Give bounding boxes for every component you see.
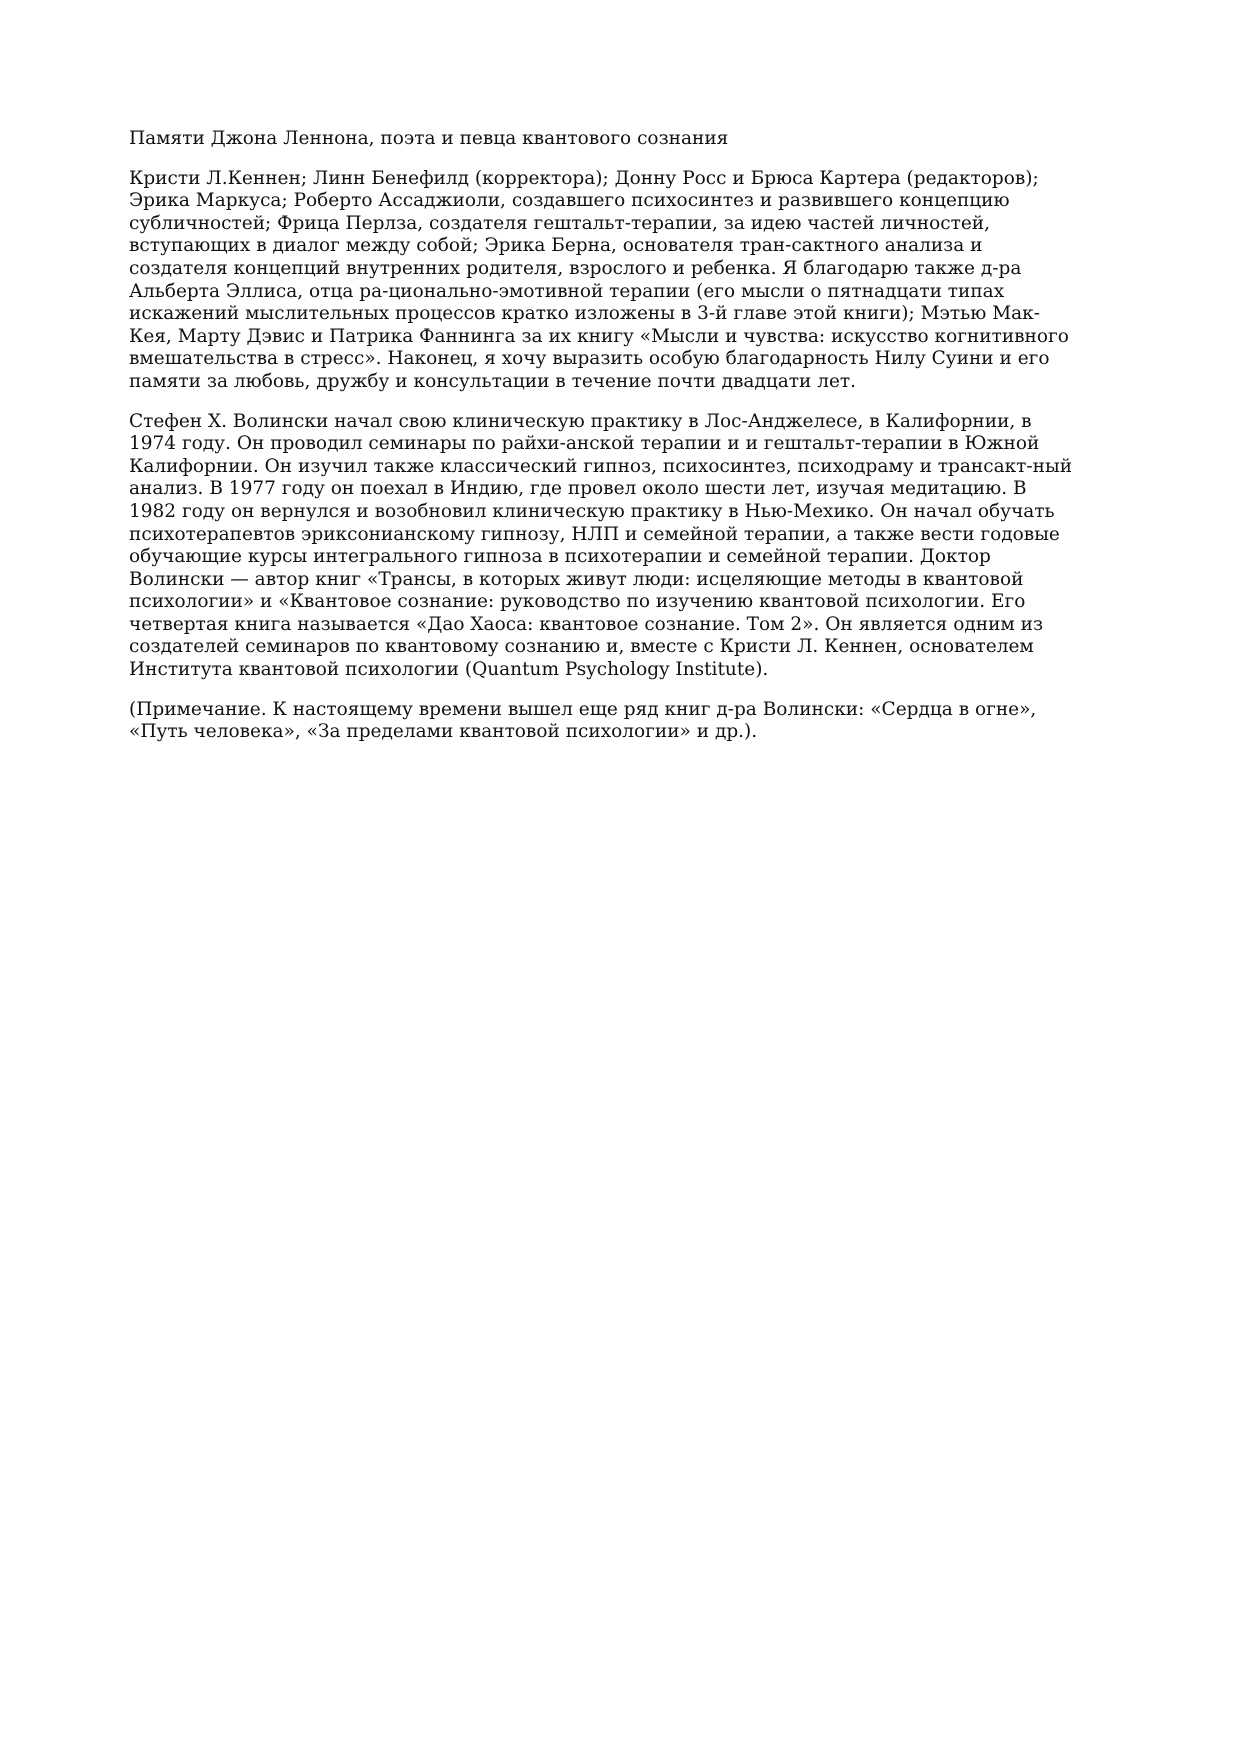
biography-line: Института квантовой психологии (Quantum Psychology Institute). xyxy=(129,659,769,681)
note-paragraph xyxy=(129,699,1119,744)
acknowledgements-line: субличностей; Фрица Перлза, создателя гештальт-терапии, за идею частей личностей, xyxy=(129,212,990,234)
acknowledgements-line: создателя концепций внутренних родителя, взрослого и ребенка. Я благодарю также д-ра xyxy=(129,257,1022,279)
biography-line: Стефен Х. Волински начал свою клиническую практику в Лос-Анджелесе, в Калифорнии, в xyxy=(129,410,1032,432)
biography-line: анализ. В 1977 году он поехал в Индию, где провел около шести лет, изучая медитацию. В xyxy=(129,478,1027,500)
acknowledgements-line: вступающих в диалог между собой; Эрика Берна, основателя тран-сактного анализа и xyxy=(129,235,983,257)
acknowledgements-paragraph xyxy=(129,168,1119,394)
dedication-line: Памяти Джона Леннона, поэта и певца квантового сознания xyxy=(129,128,729,149)
biography-line: психотерапевтов эриксонианскому гипнозу, НЛП и семейной терапии, а также вести годовые xyxy=(129,523,1060,545)
biography-line: психологии» и «Квантовое сознание: руководство по изучению квантовой психологии. Его xyxy=(129,591,1026,613)
biography-line: 1974 году. Он проводил семинары по райхи-анской терапии и и гештальт-терапии в Южной xyxy=(129,433,1040,455)
biography-line: Волински — автор книг «Трансы, в которых живут люди: исцеляющие методы в квантовой xyxy=(129,568,1024,590)
acknowledgements-line: Кея, Марту Дэвис и Патрика Фаннинга за их книгу «Мысли и чувства: искусство когнитивного xyxy=(129,325,1069,347)
biography-line: создателей семинаров по квантовому сознанию и, вместе с Кристи Л. Кеннен, основателем xyxy=(129,636,1034,658)
note-line: (Примечание. К настоящему времени вышел еще ряд книг д-ра Волински: «Сердца в огне», xyxy=(129,698,1037,720)
acknowledgements-line: вмешательства в стресс». Наконец, я хочу выразить особую благодарность Нилу Суини и его xyxy=(129,348,1050,370)
biography-paragraph xyxy=(129,411,1119,682)
acknowledgements-line: искажений мыслительных процессов кратко изложены в 3-й главе этой книги); Мэтью Мак- xyxy=(129,303,1040,325)
biography-line: четвертая книга называется «Дао Хаоса: квантовое сознание. Том 2». Он является одним из xyxy=(129,613,1044,635)
acknowledgements-line: Кристи Л.Кеннен; Линн Бенефилд (корректора); Донну Росс и Брюса Картера (редакторов); xyxy=(129,167,1039,189)
biography-line: обучающие курсы интегрального гипноза в психотерапии и семейной терапии. Доктор xyxy=(129,546,991,568)
acknowledgements-line: Альберта Эллиса, отца ра-ционально-эмотивной терапии (его мысли о пятнадцати типах xyxy=(129,280,1005,302)
acknowledgements-line: памяти за любовь, дружбу и консультации в течение почти двадцати лет. xyxy=(129,370,857,392)
document-body xyxy=(129,128,1119,761)
dedication-paragraph xyxy=(129,128,1119,151)
note-line: «Путь человека», «За пределами квантовой психологии» и др.). xyxy=(129,721,758,743)
biography-line: Калифорнии. Он изучил также классический гипноз, психосинтез, психодраму и трансакт-ный xyxy=(129,455,1073,477)
acknowledgements-line: Эрика Маркуса; Роберто Ассаджиоли, создавшего психосинтез и развившего концепцию xyxy=(129,190,1010,212)
biography-line: 1982 году он вернулся и возобновил клиническую практику в Нью-Мехико. Он начал обучать xyxy=(129,500,1055,522)
